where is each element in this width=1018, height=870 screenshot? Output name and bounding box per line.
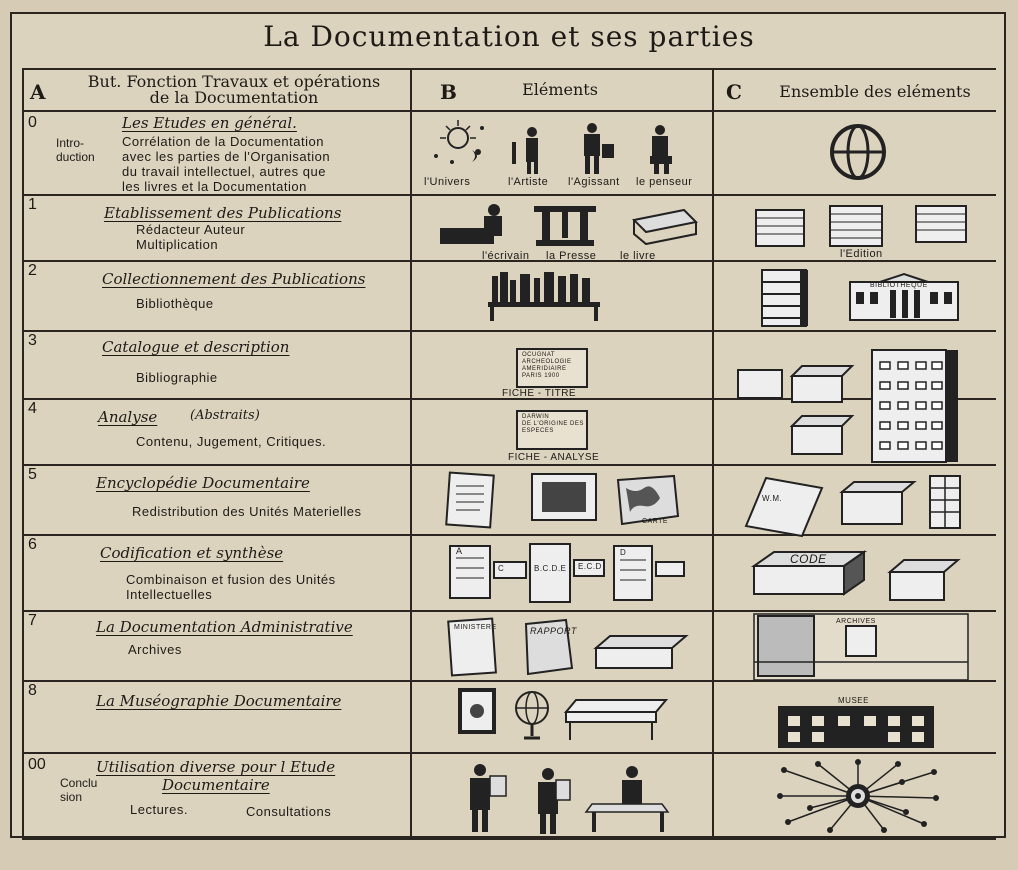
table-border-bottom [22, 838, 996, 840]
analysis-card: DARWIN DE L'ORIGINE DES ESPECES [516, 410, 588, 450]
row-6-elements-illustration [446, 540, 696, 606]
globe-icon [828, 122, 888, 182]
readers-illustration [452, 760, 682, 838]
reader-icon [538, 768, 570, 834]
card-drawer-icon [842, 482, 914, 524]
row-4: 4 Analyse (Abstraits) Contenu, Jugement, Critiques. DARWIN DE L'ORIGINE DES ESPECES FICHE - ANALYSE [28, 400, 600, 463]
row-00: 00 Utilisation diverse pour l Etude Documentaire Conclu sion Lectures. Consultations [22, 756, 996, 840]
card-drawer-icon [890, 560, 958, 600]
catalogue-card: OCUGNAT ARCHEOLOGIE AMERIDIAIRE PARIS 1900 [516, 348, 588, 388]
consulting-reader-icon [586, 766, 668, 832]
column-c-header: C Ensemble des eléments [726, 80, 971, 104]
worker-icon [584, 123, 614, 174]
row-6: 6 Codification et synthèse Combinaison et fusion des Unités Intellectuelles A B.C.D.E E.C.D C D CODE [22, 536, 996, 610]
row-2: 2 Collectionnement des Publications Bibliothèque BIBLIOTHEQUE [22, 262, 996, 330]
thinker-icon [650, 125, 672, 174]
page-title: La Documentation et ses parties [263, 20, 755, 53]
book-icon [634, 210, 696, 244]
drawer-cabinet-icon [930, 476, 960, 528]
display-case-icon [566, 700, 666, 740]
globe-stand-icon [516, 692, 548, 738]
header-rule [22, 110, 996, 112]
card-drawer-icon [792, 366, 852, 402]
library-building-icon [848, 272, 962, 322]
row-8-elements-illustration [458, 688, 678, 748]
row-7: 7 La Documentation Administrative Archives MINISTERE RAPPORT ARCHIVES [22, 612, 996, 680]
row-5: 5 Encyclopédie Documentaire Redistribution des Unités Materielles CARTE W.M. [22, 466, 996, 534]
row-3: 3 Catalogue et description Bibliographie OCUGNAT ARCHEOLOGIE AMERIDIAIRE PARIS 1900 FICHE - TITRE [22, 332, 996, 398]
bookshelf-icon [488, 270, 608, 324]
row-rule [22, 752, 996, 754]
column-a-header: A But. Fonction Travaux et opérations de la Documentation [22, 70, 410, 110]
row-0: 0 Les Etudes en général. Intro- duction Corrélation de la Documentation avec les parties de l'Organisation du travail intellectuel, autres que les livres et la Documentation l'Univers l'Artiste l'Agissant le penseur [22, 114, 996, 194]
row-1-elements-illustration [438, 200, 698, 250]
row-8: 8 La Muséographie Documentaire MUSEE [22, 682, 996, 752]
document-sheet-icon [446, 473, 494, 528]
network-diagram-icon [774, 758, 942, 834]
archive-book-icon [596, 636, 686, 668]
universe-icon [434, 120, 484, 164]
press-icon [534, 206, 596, 246]
folder-icon [746, 478, 822, 536]
book-stacks-icon [754, 202, 984, 246]
artist-icon [512, 127, 538, 174]
row-1: 1 Etablissement des Publications Rédacteur Auteur Multiplication l'écrivain la Presse le livre l'Edition [22, 196, 996, 260]
writer-icon [440, 204, 502, 244]
documentation-table [22, 68, 996, 838]
reader-icon [470, 764, 506, 832]
bookcase-icon [760, 268, 812, 328]
row-6-ensemble-illustration [750, 542, 970, 606]
column-a-label: But. Fonction Travaux et opérations de la Documentation [87, 72, 381, 107]
picture-frame-icon [532, 474, 596, 520]
column-b-header: B Eléments [440, 80, 598, 104]
framed-picture-icon [460, 690, 494, 732]
map-icon [618, 476, 678, 524]
